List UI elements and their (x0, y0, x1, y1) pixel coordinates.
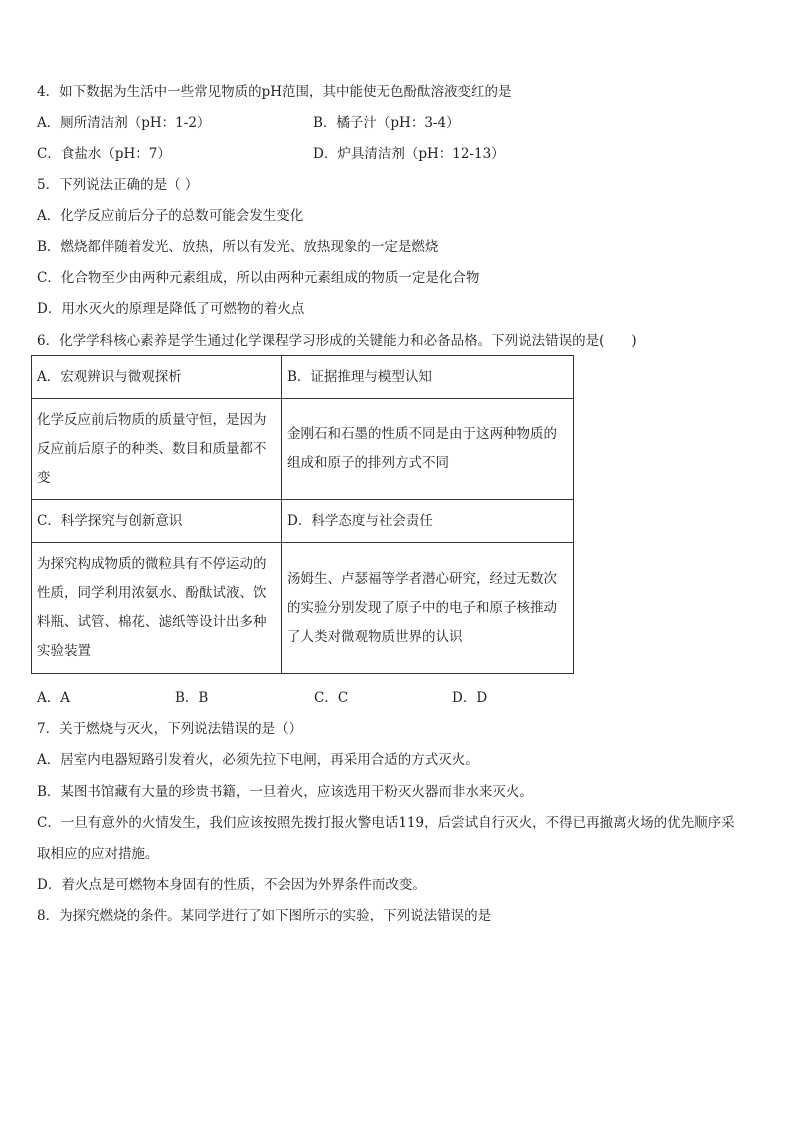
q6-cell-d-body: 汤姆生、卢瑟福等学者潜心研究，经过无数次的实验分别发现了原子中的电子和原子核推动了人类对微观物质世界的认识 (282, 543, 574, 674)
q6-option-d: D．D (452, 690, 488, 706)
q7-option-c: C．一旦有意外的火情发生，我们应该按照先拨打报火警电话119，后尝试自行灭火，不得已再撤离火场的优先顺序采 (37, 815, 735, 831)
q6-table (31, 355, 574, 674)
q6-cell-a-head: A．宏观辨识与微观探析 (32, 356, 282, 399)
q7-stem: 7．关于燃烧与灭火，下列说法错误的是（） (37, 721, 303, 737)
q7-option-a: A．居室内电器短路引发着火，必须先拉下电闸，再采用合适的方式灭火。 (37, 752, 479, 768)
q7-option-d: D．着火点是可燃物本身固有的性质，不会因为外界条件而改变。 (37, 877, 426, 893)
q4-option-d: D．炉具清洁剂（pH：12-13） (313, 146, 505, 162)
q6-cell-c-head: C．科学探究与创新意识 (32, 500, 282, 543)
q6-option-b: B．B (175, 690, 209, 706)
q7-option-c-continued: 取相应的应对措施。 (37, 846, 159, 862)
q6-stem: 6．化学学科核心素养是学生通过化学课程学习形成的关键能力和必备品格。下列说法错误的是( ) (37, 333, 637, 349)
q6-option-a: A．A (37, 690, 70, 706)
q6-option-c: C．C (314, 690, 349, 706)
q4-option-b: B．橘子汁（pH：3-4） (313, 115, 460, 131)
q4-stem: 4．如下数据为生活中一些常见物质的pH范围，其中能使无色酚酞溶液变红的是 (37, 84, 512, 100)
q5-option-d: D．用水灭火的原理是降低了可燃物的着火点 (37, 301, 305, 317)
q6-cell-c-body: 为探究构成物质的微粒具有不停运动的性质，同学利用浓氨水、酚酞试液、饮料瓶、试管、棉花、滤纸等设计出多种实验装置 (32, 543, 282, 674)
q7-option-b: B．某图书馆藏有大量的珍贵书籍，一旦着火，应该选用干粉灭火器而非水来灭火。 (37, 784, 533, 800)
q6-cell-b-body: 金刚石和石墨的性质不同是由于这两种物质的组成和原子的排列方式不同 (282, 399, 574, 500)
q4-option-c: C．食盐水（pH：7） (37, 146, 171, 162)
q6-cell-b-head: B．证据推理与模型认知 (282, 356, 574, 399)
q5-stem: 5．下列说法正确的是（ ） (37, 177, 199, 193)
q5-option-c: C．化合物至少由两种元素组成，所以由两种元素组成的物质一定是化合物 (37, 270, 480, 286)
q6-cell-a-body: 化学反应前后物质的质量守恒，是因为反应前后原子的种类、数目和质量都不变 (32, 399, 282, 500)
q5-option-a: A．化学反应前后分子的总数可能会发生变化 (37, 208, 304, 224)
q4-option-a: A．厕所清洁剂（pH：1-2） (37, 115, 211, 131)
q6-cell-d-head: D．科学态度与社会责任 (282, 500, 574, 543)
q8-stem: 8．为探究燃烧的条件。某同学进行了如下图所示的实验，下列说法错误的是 (37, 908, 492, 924)
q5-option-b: B．燃烧都伴随着发光、放热，所以有发光、放热现象的一定是燃烧 (37, 239, 439, 255)
